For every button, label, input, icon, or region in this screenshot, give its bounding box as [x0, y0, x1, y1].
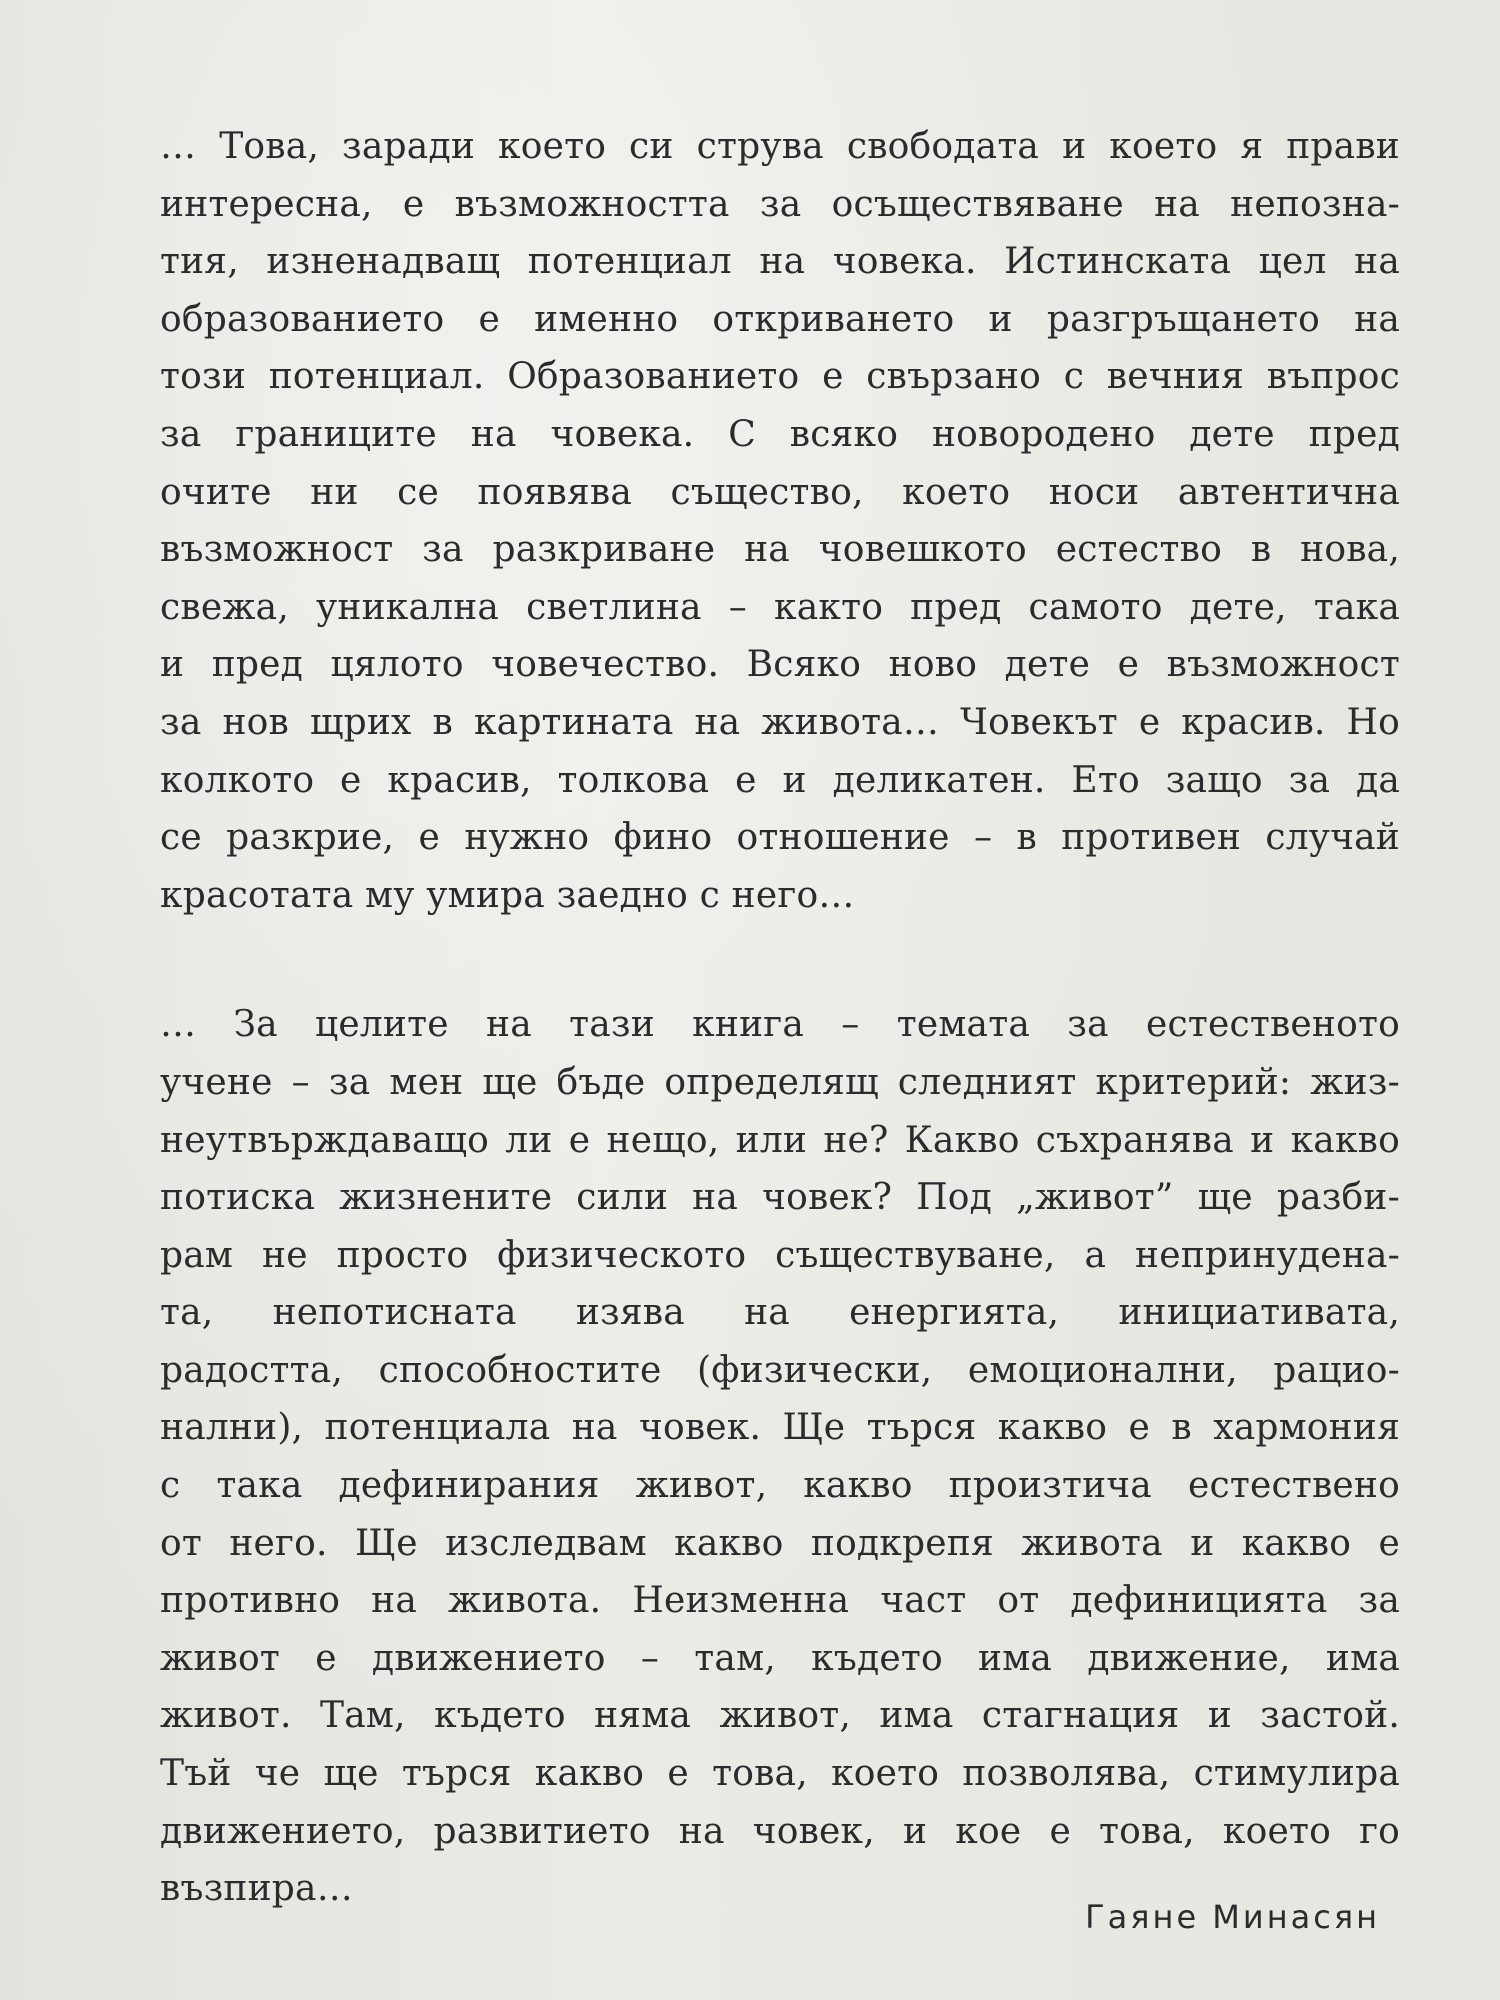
author-signature: Гаяне Минасян	[1085, 1898, 1380, 1936]
text-line: възпира…	[160, 1868, 353, 1910]
text-line: интересна, е възможността за осъществяване на непозна-	[160, 183, 1400, 225]
text-line: образованието е именно откриването и разгръщането на	[160, 298, 1400, 340]
text-line: противно на живота. Неизменна част от дефиницията за	[160, 1580, 1400, 1622]
text-line: неутвърждаващо ли е нещо, или не? Какво съхранява и какво	[160, 1119, 1400, 1161]
text-line: потиска жизнените сили на човек? Под „живот” ще разби-	[160, 1177, 1400, 1219]
text-line: от него. Ще изследвам какво подкрепя живота и какво е	[160, 1522, 1400, 1564]
book-back-cover-text	[160, 118, 1400, 1918]
text-line: живот. Там, където няма живот, има стагнация и застой.	[160, 1695, 1400, 1737]
text-line: се разкрие, е нужно фино отношение – в противен случай	[160, 817, 1400, 859]
text-line: рам не просто физическото съществуване, а непринудена-	[160, 1234, 1400, 1276]
text-line: възможност за разкриване на човешкото естество в нова,	[160, 529, 1400, 571]
text-line: красотата му умира заедно с него…	[160, 874, 855, 916]
text-line: … Това, заради което си струва свободата и което я прави	[160, 126, 1400, 167]
text-line: живот е движението – там, където има движение, има	[160, 1637, 1400, 1679]
text-line: за нов щрих в картината на живота… Човекът е красив. Но	[160, 701, 1400, 743]
text-line: за границите на човека. С всяко новородено дете пред	[160, 413, 1400, 455]
text-line: та, непотисната изява на енергията, инициативата,	[160, 1292, 1400, 1334]
text-line: този потенциал. Образованието е свързано с вечния въпрос	[160, 356, 1400, 398]
text-line: с така дефинирания живот, какво произтича естествено	[160, 1465, 1400, 1507]
text-line: движението, развитието на човек, и кое е това, което го	[160, 1810, 1400, 1852]
paragraph-2	[160, 996, 1400, 1918]
text-line: очите ни се появява същество, което носи автентична	[160, 471, 1400, 513]
text-line: и пред цялото човечество. Всяко ново дете е възможност	[160, 644, 1400, 686]
text-line: свежа, уникална светлина – както пред самото дете, така	[160, 586, 1400, 628]
text-line: … За целите на тази книга – темата за естественото	[160, 1004, 1400, 1046]
text-line: тия, изненадващ потенциал на човека. Истинската цел на	[160, 241, 1400, 283]
text-line: учене – за мен ще бъде определящ следният критерий: жиз-	[160, 1061, 1400, 1103]
text-line: колкото е красив, толкова е и деликатен. Ето защо за да	[160, 759, 1400, 801]
paragraph-1	[160, 118, 1400, 924]
text-line: радостта, способностите (физически, емоционални, рацио-	[160, 1349, 1400, 1391]
text-line: Тъй че ще търся какво е това, което позволява, стимулира	[160, 1753, 1400, 1795]
text-line: нални), потенциала на човек. Ще търся какво е в хармония	[160, 1407, 1400, 1449]
